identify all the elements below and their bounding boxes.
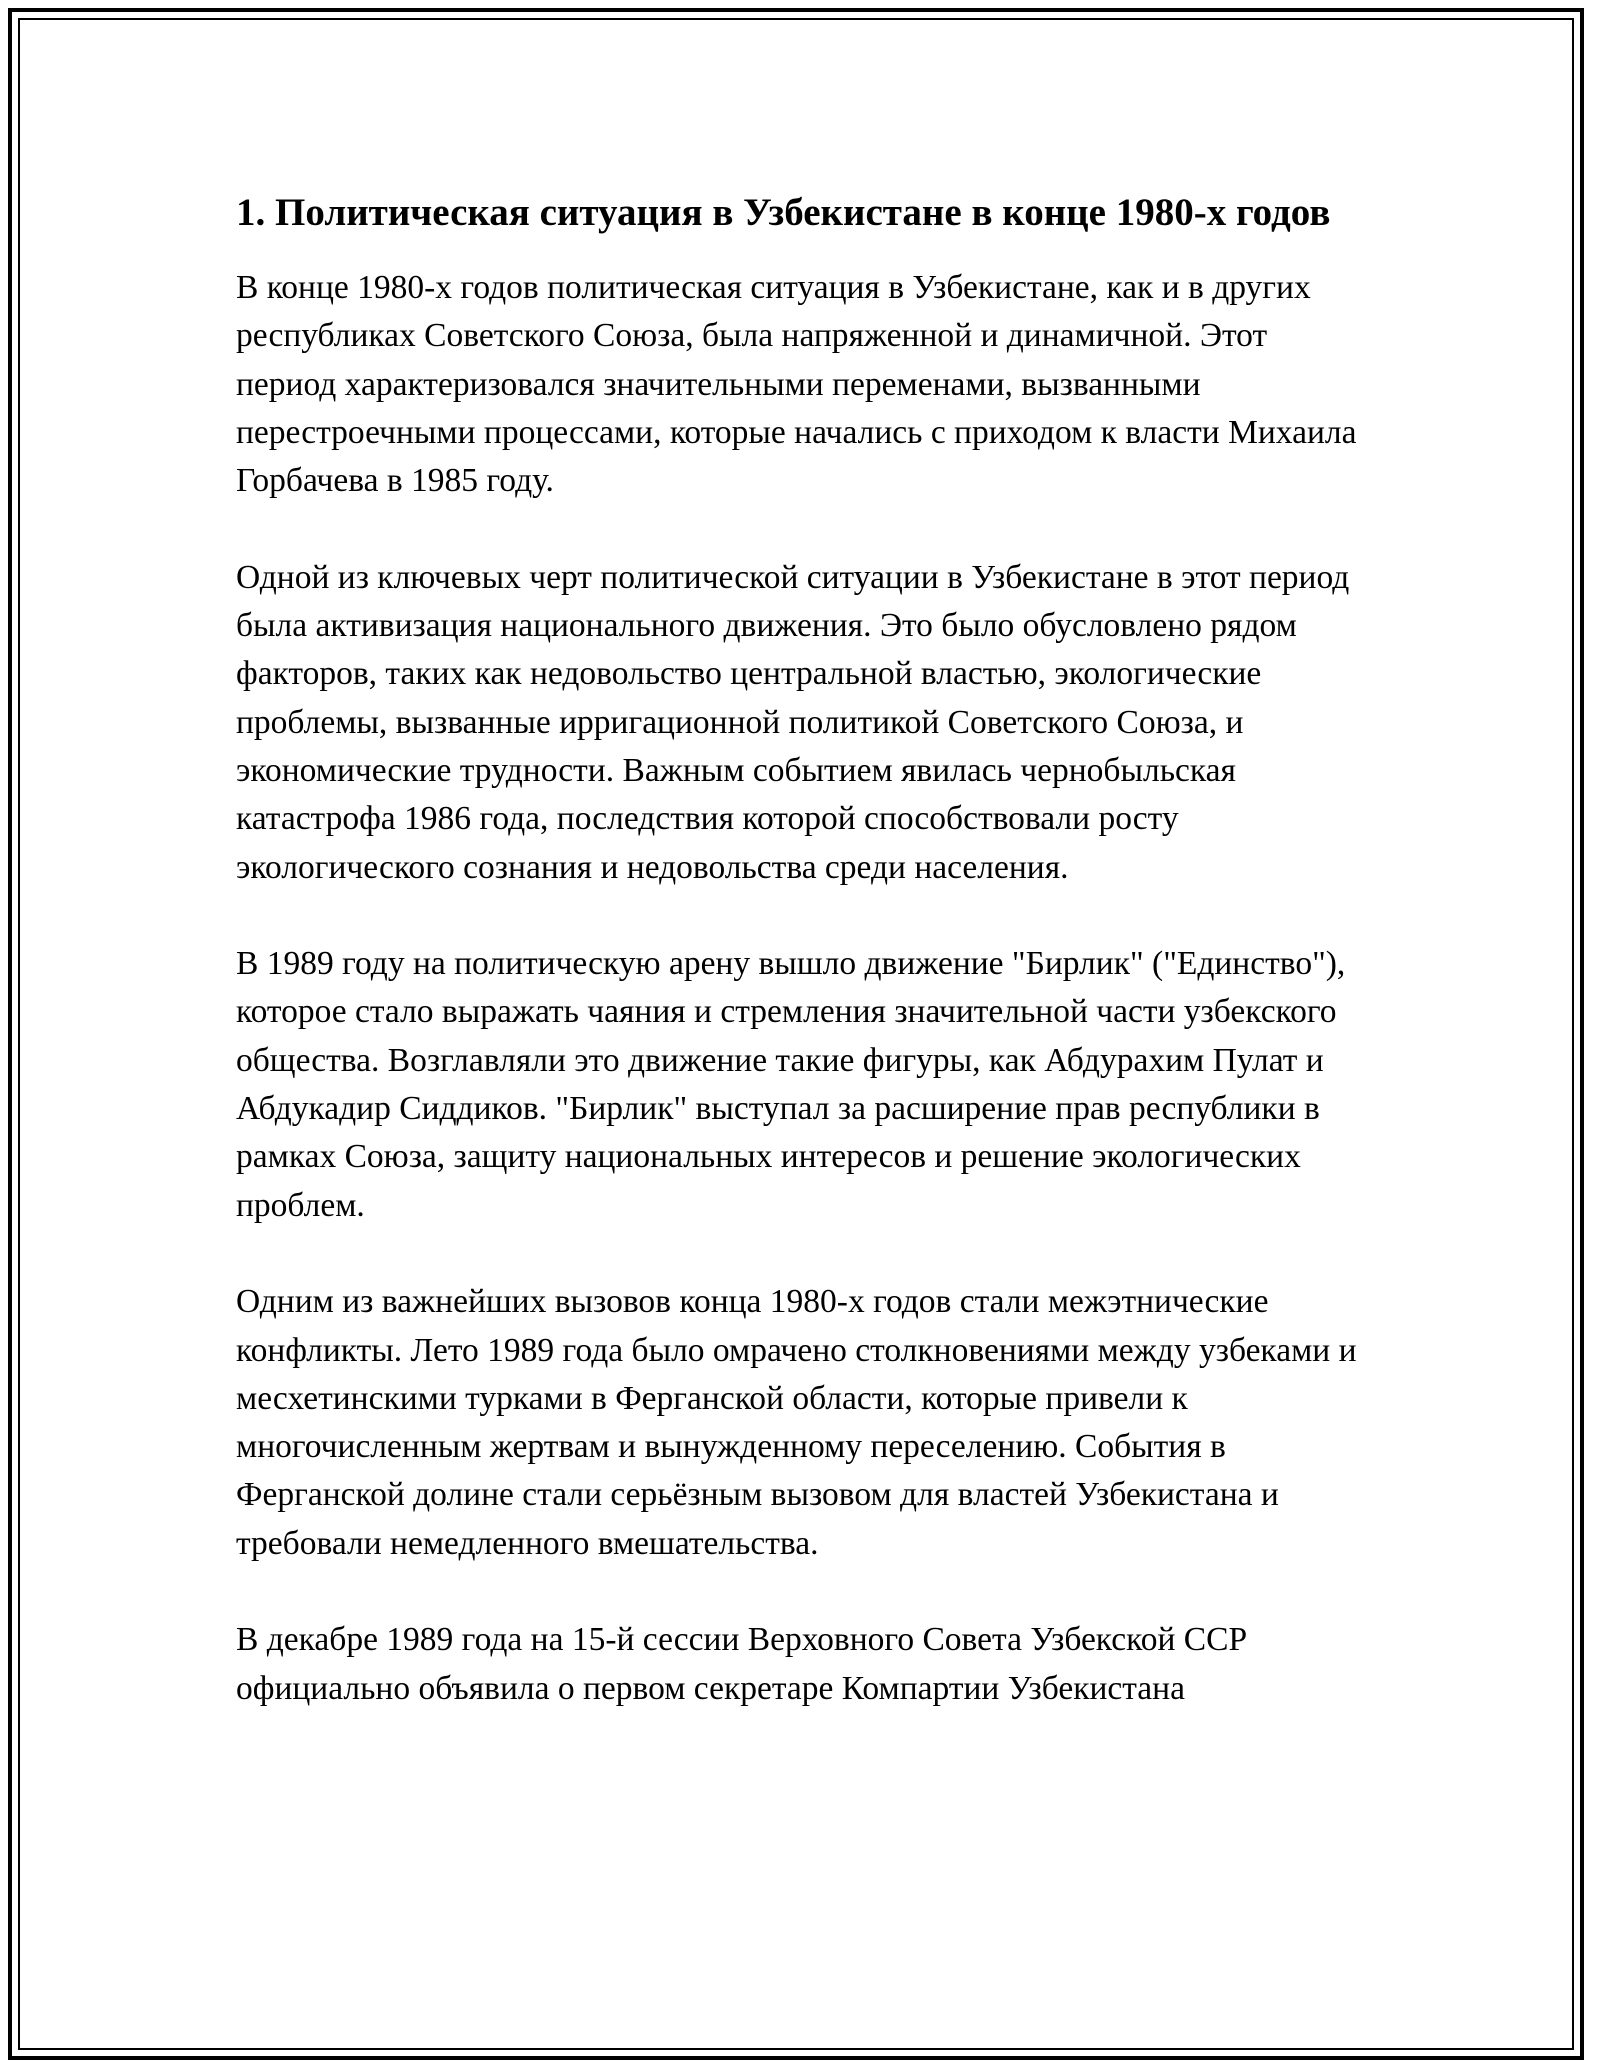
paragraph-4: Одним из важнейших вызовов конца 1980-х годов стали межэтнические конфликты. Лето 1989 года было омрачено столкновениями между узбеками и месхетинскими турками в Ферганской области, которые привели к многочисленным жертвам и вынужденному переселению. События в Ферганской долине стали серьёзным вызовом для властей Узбекистана и требовали немедленного вмешательства. xyxy=(236,1283,1357,1562)
paragraph-2: Одной из ключевых черт политической ситуации в Узбекистане в этот период была активизация национального движения. Это было обусловлено рядом факторов, таких как недовольство центральной властью, экологические проблемы, вызванные ирригационной политикой Советского Союза, и экономические трудности. Важным событием явилась чернобыльская катастрофа 1986 года, последствия которой способствовали росту экологического сознания и недовольства среди населения. xyxy=(236,558,1350,886)
paragraph-5: В декабре 1989 года на 15-й сессии Верховного Совета Узбекской ССР официально объявила о первом секретаре Компартии Узбекистана xyxy=(236,1621,1248,1707)
paragraph-1: В конце 1980-х годов политическая ситуация в Узбекистане, как и в других республиках Советского Союза, была напряженной и динамичной. Этот период характеризовался значительными переменами, вызванными перестроечными процессами, которые начались с приходом к власти Михаила Горбачева в 1985 году. xyxy=(236,269,1357,500)
document-body xyxy=(236,185,1371,1761)
paragraph-3: В 1989 году на политическую арену вышло движение "Бирлик" ("Единство"), которое стало выражать чаяния и стремления значительной части узбекского общества. Возглавляли это движение такие фигуры, как Абдурахим Пулат и Абдукадир Сиддиков. "Бирлик" выступал за расширение прав республики в рамках Союза, защиту национальных интересов и решение экологических проблем. xyxy=(236,945,1346,1224)
section-heading: 1. Политическая ситуация в Узбекистане в конце 1980-х годов xyxy=(236,191,1331,234)
